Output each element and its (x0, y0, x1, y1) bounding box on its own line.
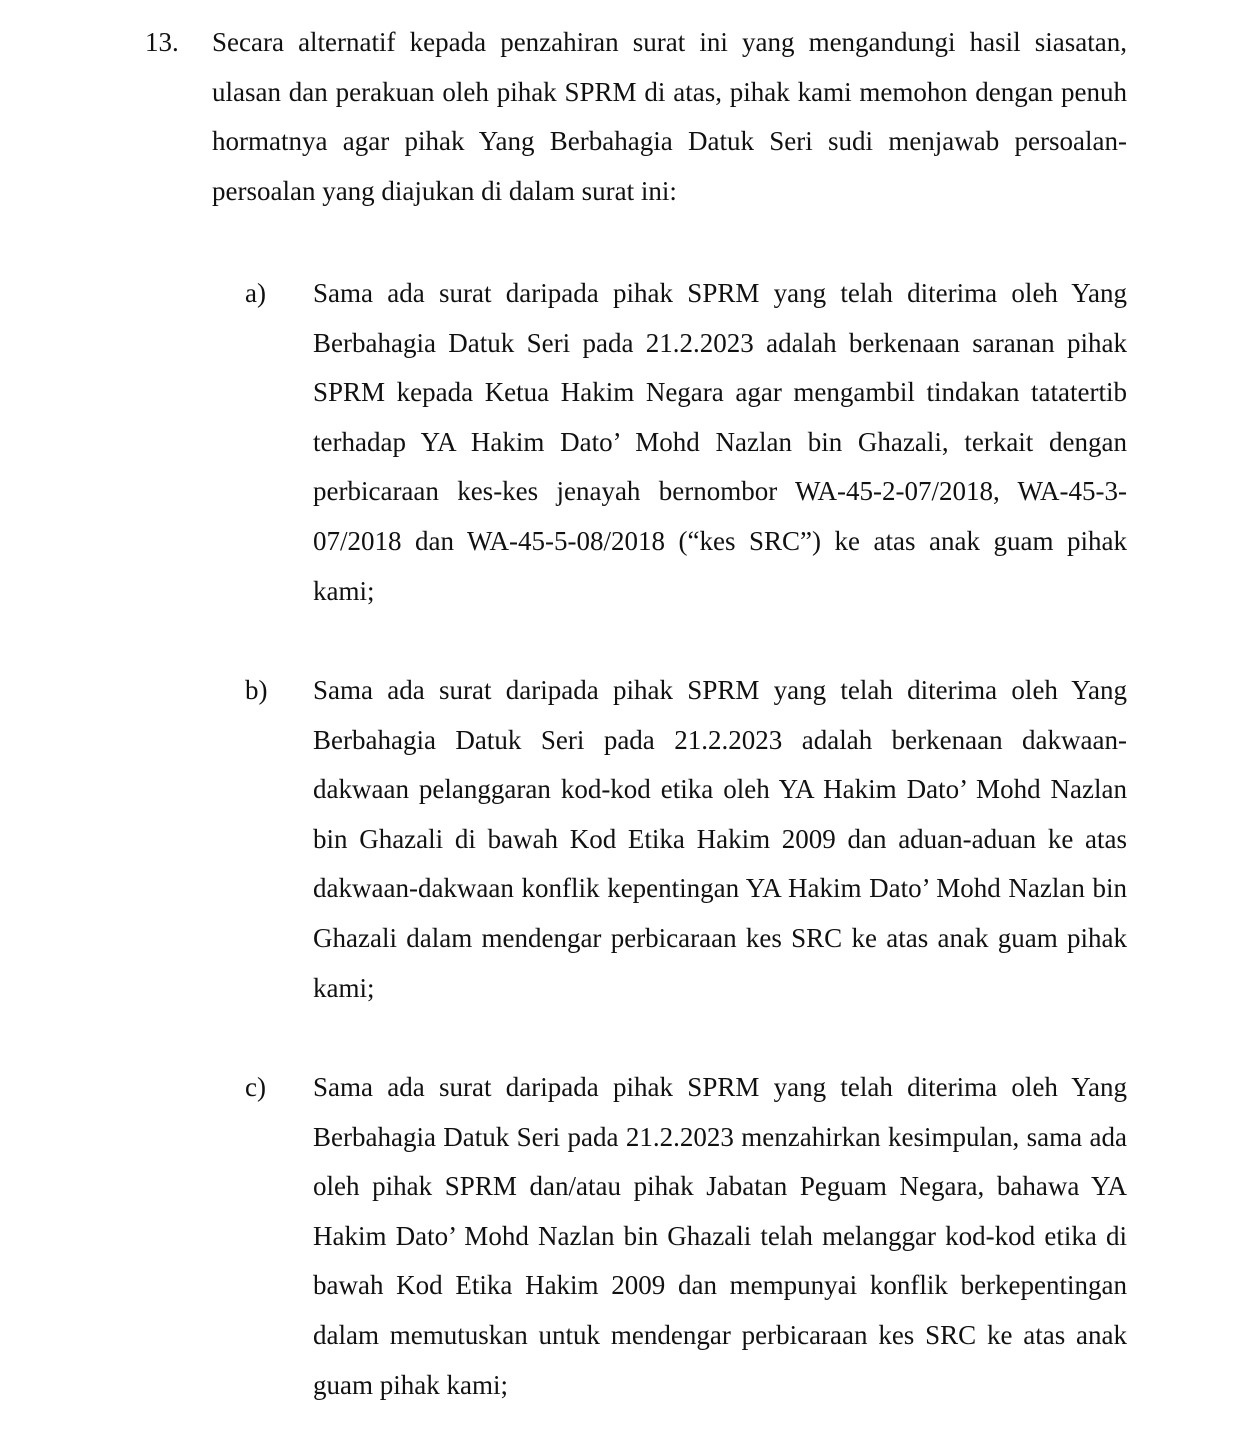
paragraph-number: 13. (145, 27, 179, 57)
list-item-label: b) (245, 675, 268, 705)
list-item-label: c) (245, 1072, 266, 1102)
list-item-text: Sama ada surat daripada pihak SPRM yang telah diterima oleh Yang Berbahagia Datuk Seri pada 21.2.2023 adalah berkenaan saranan pihak SPRM kepada Ketua Hakim Negara agar mengambil tindakan tatatertib terhadap YA Hakim Dato’ Mohd Nazlan bin Ghazali, terkait dengan perbicaraan kes-kes jenayah bernombor WA-45-2-07/2018, WA-45-3-07/2018 dan WA-45-5-08/2018 (“kes SRC”) ke atas anak guam pihak kami; (313, 278, 1127, 606)
list-item-label: a) (245, 278, 266, 308)
paragraph-text: Secara alternatif kepada penzahiran surat ini yang mengandungi hasil siasatan, ulasan dan perakuan oleh pihak SPRM di atas, pihak kami memohon dengan penuh hormatnya agar pihak Yang Berbahagia Datuk Seri sudi menjawab persoalan-persoalan yang diajukan di dalam surat ini: (212, 27, 1127, 206)
list-item-text: Sama ada surat daripada pihak SPRM yang telah diterima oleh Yang Berbahagia Datuk Seri pada 21.2.2023 menzahirkan kesimpulan, sama ada oleh pihak SPRM dan/atau pihak Jabatan Peguam Negara, bahawa YA Hakim Dato’ Mohd Nazlan bin Ghazali telah melanggar kod-kod etika di bawah Kod Etika Hakim 2009 dan mempunyai konflik berkepentingan dalam memutuskan untuk mendengar perbicaraan kes SRC ke atas anak guam pihak kami; (313, 1072, 1127, 1400)
list-item-text: Sama ada surat daripada pihak SPRM yang telah diterima oleh Yang Berbahagia Datuk Seri pada 21.2.2023 adalah berkenaan dakwaan-dakwaan pelanggaran kod-kod etika oleh YA Hakim Dato’ Mohd Nazlan bin Ghazali di bawah Kod Etika Hakim 2009 dan aduan-aduan ke atas dakwaan-dakwaan konflik kepentingan YA Hakim Dato’ Mohd Nazlan bin Ghazali dalam mendengar perbicaraan kes SRC ke atas anak guam pihak kami; (313, 675, 1127, 1003)
